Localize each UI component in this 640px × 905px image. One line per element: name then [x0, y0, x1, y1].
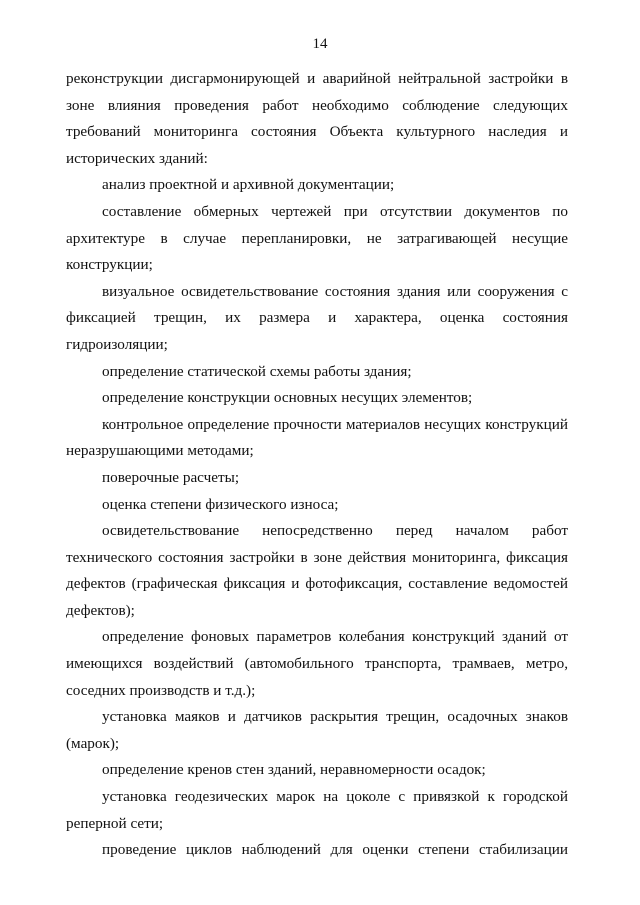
paragraph-intro: реконструкции дисгармонирующей и аварийной нейтральной застройки в зоне влияния проведения работ необходимо соблюдение следующих требований мониторинга состояния Объекта культурного наследия и исторических зданий: — [66, 70, 568, 167]
list-item-pre-work-inspection: освидетельствование непосредственно перед началом работ технического состояния застройки в зоне действия мониторинга, фиксация дефектов (графическая фиксация и фотофиксация, составление ведомостей дефектов); — [66, 522, 568, 619]
page-number: 14 — [312, 36, 328, 52]
list-item-crack-sensors: установка маяков и датчиков раскрытия трещин, осадочных знаков (марок); — [66, 708, 568, 752]
list-item-static-scheme: определение статической схемы работы здания; — [102, 362, 412, 380]
list-item-observation-cycles: проведение циклов наблюдений для оценки степени стабилизации — [102, 841, 568, 859]
list-item-visual-inspection: визуальное освидетельствование состояния здания или сооружения с фиксацией трещин, их размера и характера, оценка состояния гидроизоляции; — [66, 282, 568, 353]
list-item-wall-tilt: определение кренов стен зданий, неравномерности осадок; — [102, 761, 486, 779]
list-item-physical-wear: оценка степени физического износа; — [102, 495, 339, 513]
body-text — [66, 66, 568, 864]
list-item-verification-calculations: поверочные расчеты; — [102, 468, 240, 486]
list-item-geodetic-marks: установка геодезических марок на цоколе с привязкой к городской реперной сети; — [66, 788, 568, 832]
list-item-load-bearing-elements: определение конструкции основных несущих элементов; — [102, 389, 473, 407]
list-item-vibration-background: определение фоновых параметров колебания конструкций зданий от имеющихся воздействий (автомобильного транспорта, трамваев, метро, соседних производств и т.д.); — [66, 628, 568, 699]
list-item-measured-drawings: составление обмерных чертежей при отсутствии документов по архитектуре в случае перепланировки, не затрагивающей несущие конструкции; — [66, 202, 568, 274]
list-item-strength-testing: контрольное определение прочности материалов несущих конструкций неразрушающими методами; — [66, 415, 568, 460]
list-item-archive-analysis: анализ проектной и архивной документации; — [102, 176, 395, 194]
